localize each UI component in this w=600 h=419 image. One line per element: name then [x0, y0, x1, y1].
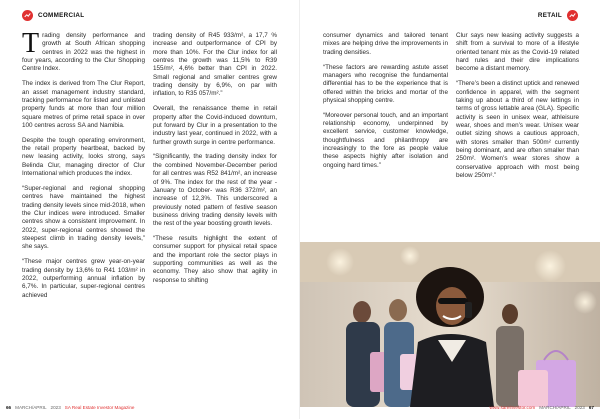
- body-paragraph: “Super-regional and regional shopping centres have maintained the highest trading density levels since mid-2018, when the Clur indices were introduced. Smaller centres show a consistent improvement. In 2022, super-regional centres showed the steepest climb in trading density levels,” she says.: [22, 185, 145, 251]
- body-paragraph: “There’s been a distinct uptick and renewed confidence in apparel, with the segment taking up about a third of new lettings in terms of gross lettable area (GLA). Specific activity is seen in unisex wear, athleisure wear, shoes and men’s wear. Unisex wear outlet sizing shows a cautious approach, with stores smaller than 500m² currently being dominant, and are often smaller than 250m². Women’s wear stores show a conservative approach with most being below 250m².”: [456, 80, 579, 179]
- body-paragraph: “These factors are rewarding astute asset managers who recognise the fundamental differential has to be the experience that is offered within the bricks and mortar of the physical shopping centre.: [323, 63, 448, 104]
- section-badge-icon: [567, 10, 578, 21]
- lead-paragraph: Trading density performance and growth at South African shopping centres in 2022 was the highest in four years, according to the Clur Shopping Centre Index.: [22, 28, 145, 73]
- body-paragraph: “Moreover personal touch, and an important relationship economy, underpinned by excellent service, customer knowledge, thoughtfulness and philanthropy are increasingly to the fore as people value these aspects highly after isolation and ongoing hard times.”: [323, 111, 448, 169]
- drop-cap: T: [22, 28, 40, 59]
- body-paragraph: consumer dynamics and tailored tenant mixes are helping drive the improvements in trading densities.: [323, 32, 448, 56]
- article-column-2: [153, 32, 277, 292]
- body-paragraph: trading density of R45 933/m², a 17,7 % increase and outperformance of CPI by more than 10%. For the Clur index for all centres the growth was 11,5% to R39 155/m², 4,6% better than CPI in 2022. Small regional and smaller centres grew trading density by 6,9%, on par with inflation, to R35 057/m².”: [153, 32, 277, 98]
- website-link[interactable]: www.sareinvestor.com: [489, 405, 536, 410]
- header-right: [538, 9, 578, 21]
- article-column-1: [22, 28, 145, 306]
- body-paragraph: Despite the tough operating environment, the retail property heartbeat, backed by new leasing activity, looks strong, says Belinda Clur, managing director of Clur International which produces the index.: [22, 136, 145, 178]
- section-badge-icon: [22, 10, 33, 21]
- shoppers-photo: [300, 242, 600, 407]
- article-column-3: [323, 32, 448, 177]
- issue-date-left: MARCH/APRIL: [15, 405, 47, 410]
- page-number-left: 66: [6, 405, 12, 410]
- article-column-4: [456, 32, 579, 187]
- section-label-retail: RETAIL: [537, 11, 562, 19]
- issue-date-right: MARCH/APRIL: [539, 405, 571, 410]
- body-paragraph: “These major centres grew year-on-year trading density by 13,6% to R41 103/m² in 2022, outperforming annual inflation by 6,7%. In particular, super-regional centres achieved: [22, 258, 145, 299]
- magazine-name: SA Real Estate Investor Magazine: [64, 405, 135, 410]
- issue-year-right: 2023: [574, 405, 585, 410]
- section-label-commercial: COMMERCIAL: [38, 11, 85, 19]
- page-number-right: 67: [588, 405, 594, 410]
- body-paragraph: The index is derived from The Clur Report, an asset management industry standard, tracking performance for listed and unlisted property funds at more than four million square metres of prime retail space in over 100 centres across SA and Namibia.: [22, 80, 145, 129]
- header-left: [22, 9, 84, 21]
- body-paragraph: “Significantly, the trading density index for the combined November-December period for all centres was R52 841/m², an increase of 9%. The index for the rest of the year - January to October- was R36 372/m², an increase of 12,3%. This underscored a previously noted pattern of festive season business driving trading density levels with the rest of the year boosting growth levels.: [153, 153, 277, 228]
- footer-right: [490, 405, 594, 410]
- body-paragraph: Clur says new leasing activity suggests a shift from a survival to more of a lifestyle oriented tenant mix as the Covid-19 related hard rules and their dire implications become a distant memory.: [456, 32, 579, 73]
- body-paragraph: Overall, the renaissance theme in retail property after the Covid-induced downturn, put forward by Clur in a presentation to the industry last year, continued in 2022, with a further growth surge in centre performance.: [153, 105, 277, 146]
- issue-year-left: 2023: [50, 405, 61, 410]
- footer-left: [6, 405, 134, 410]
- body-paragraph: “These results highlight the extent of consumer support for physical retail space and the important role the sector plays in supporting communities as well as the economy. They also show that agility in response to shifting: [153, 235, 277, 284]
